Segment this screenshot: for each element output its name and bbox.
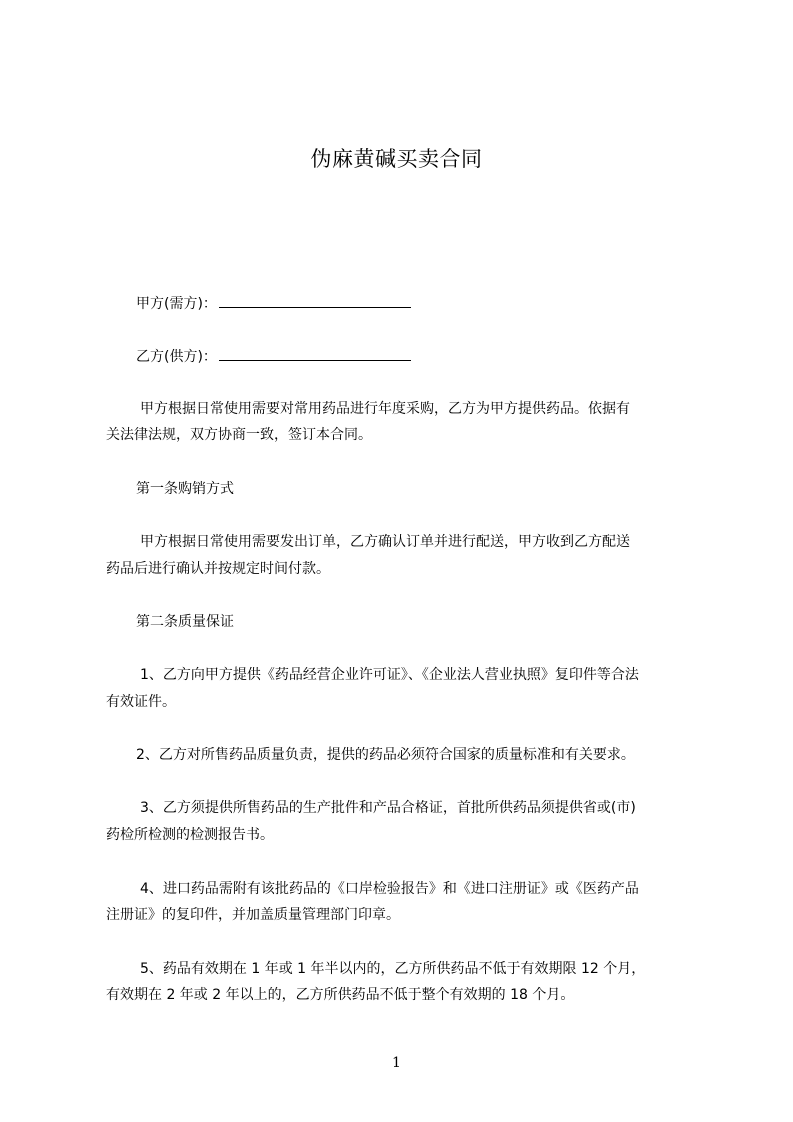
item1-line-2: 有效证件。 (106, 694, 176, 710)
item5-line-1: 5、药品有效期在 1 年或 1 年半以内的，乙方所供药品不低于有效期限 12 个月， (140, 961, 646, 977)
item4-line-1: 4、进口药品需附有该批药品的《口岸检验报告》和《进口注册证》或《医药产品 (140, 881, 639, 897)
item3-line-2: 药检所检测的检测报告书。 (106, 827, 274, 843)
item1-line-1: 1、乙方向甲方提供《药品经营企业许可证》、《企业法人营业执照》复印件等合法 (140, 667, 639, 683)
party-b-field (136, 346, 411, 366)
document-title: 伪麻黄碱买卖合同 (310, 147, 483, 171)
party-a-label: 甲方(需方)： (136, 296, 217, 312)
intro-line-2: 关法律法规，双方协商一致，签订本合同。 (106, 427, 372, 443)
article2-heading: 第二条质量保证 (136, 614, 234, 630)
party-b-blank-line (219, 346, 411, 361)
article1-heading: 第一条购销方式 (136, 481, 234, 497)
article1-line-1: 甲方根据日常使用需要发出订单，乙方确认订单并进行配送，甲方收到乙方配送 (140, 534, 630, 550)
item4-line-2: 注册证》的复印件，并加盖质量管理部门印章。 (106, 907, 400, 923)
party-a-field (136, 293, 411, 313)
item3-line-1: 3、乙方须提供所售药品的生产批件和产品合格证，首批所供药品须提供省或(市) (140, 800, 636, 816)
article1-line-2: 药品后进行确认并按规定时间付款。 (106, 561, 330, 577)
item5-line-2: 有效期在 2 年或 2 年以上的，乙方所供药品不低于整个有效期的 18 个月。 (106, 987, 575, 1003)
party-a-blank-line (219, 293, 411, 308)
party-b-label: 乙方(供方)： (136, 349, 217, 365)
intro-line-1: 甲方根据日常使用需要对常用药品进行年度采购，乙方为甲方提供药品。依据有 (140, 401, 630, 417)
page-number: 1 (392, 1055, 401, 1071)
item2-line-1: 2、乙方对所售药品质量负责，提供的药品必须符合国家的质量标准和有关要求。 (136, 747, 635, 763)
